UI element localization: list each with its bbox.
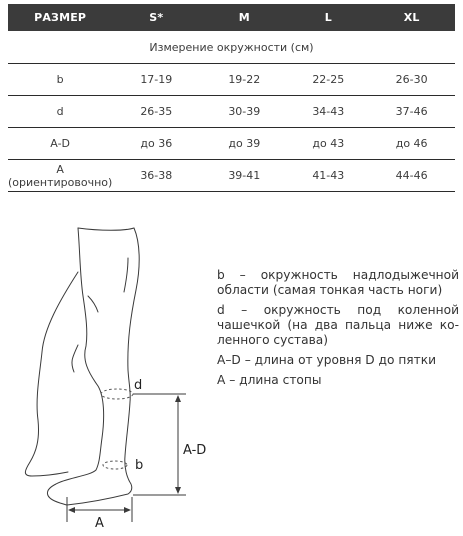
table-row	[8, 64, 455, 96]
header-xl: XL	[368, 4, 455, 31]
measurement-legend	[217, 268, 459, 393]
header-m: M	[200, 4, 288, 31]
table-cell: 39-41	[200, 160, 288, 192]
table-cell: 41-43	[288, 160, 368, 192]
ad-arrow-top	[175, 395, 181, 402]
table-header-row	[8, 4, 455, 31]
label-a: A	[95, 516, 104, 531]
leg-diagram	[0, 215, 215, 536]
table-cell: до 36	[112, 128, 200, 160]
table-cell: 26-30	[368, 64, 455, 96]
label-d: d	[134, 378, 143, 393]
table-cell: 34-43	[288, 96, 368, 128]
label-ad: A-D	[183, 443, 207, 458]
table-cell: 37-46	[368, 96, 455, 128]
leg-fold-line	[88, 296, 98, 312]
table-cell: 30-39	[200, 96, 288, 128]
legend-item: d – окружность под коленной чашечкой (на два пальца ниже ко-ленного сустава)	[217, 303, 459, 347]
table-cell: 44-46	[368, 160, 455, 192]
row-label: A-D	[8, 128, 112, 160]
label-b: b	[135, 458, 144, 473]
ad-arrow-bottom	[175, 487, 181, 494]
table-row	[8, 160, 455, 192]
back-leg-inner	[72, 345, 78, 372]
size-table	[8, 4, 455, 192]
waist-line	[78, 228, 134, 230]
leg-front-outline	[67, 228, 139, 505]
table-cell: 36-38	[112, 160, 200, 192]
a-arrow-right	[124, 507, 131, 513]
table-cell: 19-22	[200, 64, 288, 96]
row-label: A (ориентировочно)	[8, 160, 112, 192]
table-row	[8, 128, 455, 160]
legend-item: b – окружность надлодыжечной области (самая тонкая часть ноги)	[217, 268, 459, 297]
row-label: b	[8, 64, 112, 96]
table-subheader-row	[8, 31, 455, 64]
table-cell: 26-35	[112, 96, 200, 128]
header-s: S*	[112, 4, 200, 31]
a-arrow-left	[68, 507, 75, 513]
header-l: L	[288, 4, 368, 31]
table-cell: 22-25	[288, 64, 368, 96]
row-label: d	[8, 96, 112, 128]
back-leg-outline	[25, 272, 78, 476]
table-cell: до 39	[200, 128, 288, 160]
leg-fold-line	[124, 258, 128, 292]
table-cell: до 43	[288, 128, 368, 160]
table-cell: до 46	[368, 128, 455, 160]
header-size: РАЗМЕР	[8, 4, 112, 31]
table-cell: 17-19	[112, 64, 200, 96]
table-row	[8, 96, 455, 128]
circumference-subheader: Измерение окружности (см)	[8, 31, 455, 64]
legend-item: A–D – длина от уровня D до пятки	[217, 353, 436, 367]
d-circumference-mark	[101, 389, 133, 399]
legend-item: A – длина стопы	[217, 373, 322, 387]
leg-back-outline	[47, 228, 103, 505]
b-circumference-mark	[103, 461, 127, 469]
